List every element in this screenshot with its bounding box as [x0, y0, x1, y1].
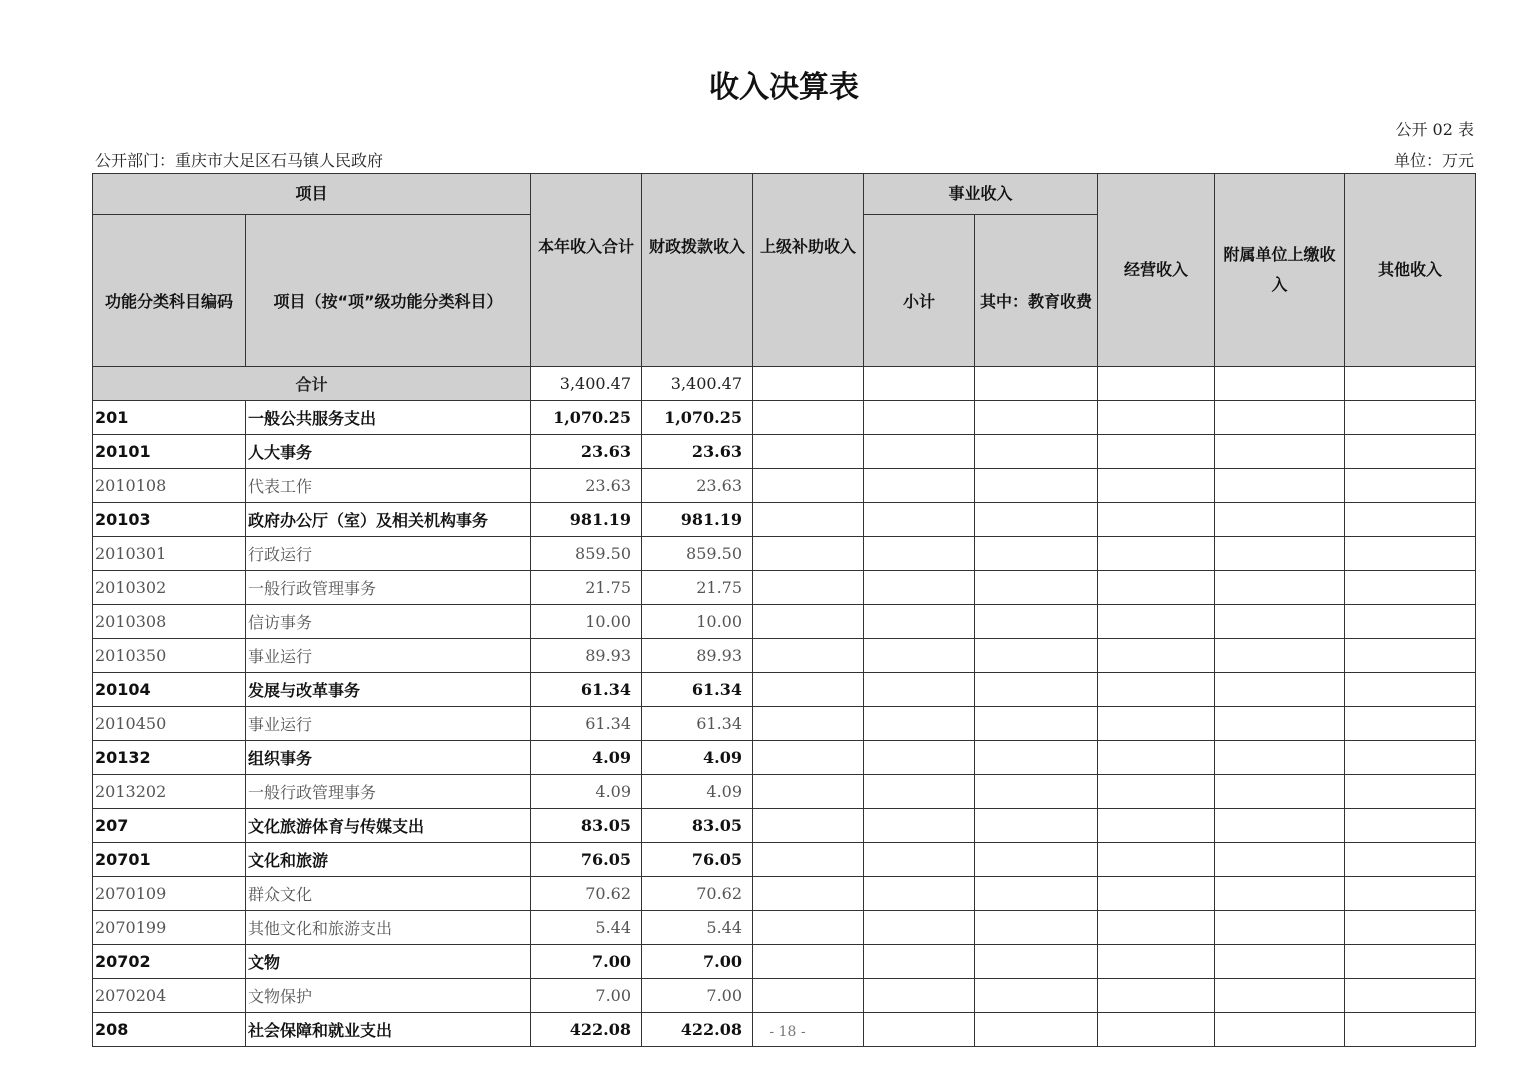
table-row [93, 571, 1476, 605]
header-operating: 经营收入 [1098, 174, 1215, 367]
empty-cell [753, 911, 864, 945]
table-row [93, 911, 1476, 945]
header-business: 事业收入 [864, 174, 1098, 215]
empty-cell [864, 843, 975, 877]
empty-cell [753, 707, 864, 741]
row-name: 事业运行 [246, 639, 531, 673]
row-code: 2070199 [93, 911, 246, 945]
empty-cell [1215, 435, 1345, 469]
row-total-income: 4.09 [531, 741, 642, 775]
table-row [93, 707, 1476, 741]
header-project: 项目 [93, 174, 531, 215]
row-total-income: 23.63 [531, 435, 642, 469]
empty-cell [753, 639, 864, 673]
row-fiscal: 23.63 [642, 435, 753, 469]
table-row [93, 775, 1476, 809]
empty-cell [753, 775, 864, 809]
empty-cell [753, 673, 864, 707]
form-number: 公开 02 表 [1395, 120, 1474, 139]
row-code: 2010302 [93, 571, 246, 605]
total-row [93, 367, 1476, 401]
row-total-income: 981.19 [531, 503, 642, 537]
row-name: 一般公共服务支出 [246, 401, 531, 435]
empty-cell [1215, 537, 1345, 571]
header-superior: 上级补助收入 [753, 174, 864, 367]
row-fiscal: 61.34 [642, 673, 753, 707]
empty-cell [864, 741, 975, 775]
empty-cell [1345, 435, 1476, 469]
row-code: 20103 [93, 503, 246, 537]
empty-cell [975, 707, 1098, 741]
row-fiscal: 61.34 [642, 707, 753, 741]
row-name: 组织事务 [246, 741, 531, 775]
empty-cell [975, 401, 1098, 435]
empty-cell [975, 503, 1098, 537]
row-name: 文化和旅游 [246, 843, 531, 877]
empty-cell [753, 877, 864, 911]
row-name: 发展与改革事务 [246, 673, 531, 707]
row-name: 一般行政管理事务 [246, 571, 531, 605]
empty-cell [1215, 741, 1345, 775]
row-total-income: 23.63 [531, 469, 642, 503]
table-row [93, 945, 1476, 979]
total-income-value: 3,400.47 [531, 367, 642, 401]
table-row [93, 877, 1476, 911]
empty-cell [1345, 775, 1476, 809]
row-code: 208 [93, 1013, 246, 1047]
header-subtotal: 小计 [864, 215, 975, 367]
row-name: 文物 [246, 945, 531, 979]
empty-cell [1098, 639, 1215, 673]
total-label: 合计 [93, 367, 531, 401]
row-total-income: 61.34 [531, 707, 642, 741]
row-code: 20132 [93, 741, 246, 775]
empty-cell [975, 469, 1098, 503]
row-total-income: 7.00 [531, 979, 642, 1013]
empty-cell [1215, 673, 1345, 707]
row-total-income: 83.05 [531, 809, 642, 843]
row-code: 2010450 [93, 707, 246, 741]
table-row [93, 537, 1476, 571]
empty-cell [753, 843, 864, 877]
empty-cell [1098, 401, 1215, 435]
empty-cell [1215, 979, 1345, 1013]
empty-cell [1098, 503, 1215, 537]
empty-cell [864, 571, 975, 605]
table-row [93, 843, 1476, 877]
row-name: 政府办公厅（室）及相关机构事务 [246, 503, 531, 537]
empty-cell [1098, 537, 1215, 571]
row-code: 2010350 [93, 639, 246, 673]
empty-cell [864, 911, 975, 945]
empty-cell [975, 809, 1098, 843]
empty-cell [864, 707, 975, 741]
empty-cell [1345, 401, 1476, 435]
empty-cell [1215, 911, 1345, 945]
empty-cell [1215, 843, 1345, 877]
empty-cell [864, 945, 975, 979]
empty-cell [864, 639, 975, 673]
header-fiscal: 财政拨款收入 [642, 174, 753, 367]
table-row [93, 401, 1476, 435]
header-affiliated: 附属单位上缴收入 [1215, 174, 1345, 367]
empty-cell [753, 979, 864, 1013]
empty-cell [753, 945, 864, 979]
row-fiscal: 89.93 [642, 639, 753, 673]
empty-cell [1215, 503, 1345, 537]
empty-cell [1345, 503, 1476, 537]
empty-cell [1345, 469, 1476, 503]
row-fiscal: 859.50 [642, 537, 753, 571]
page-number: - 18 - [769, 1024, 806, 1040]
row-fiscal: 5.44 [642, 911, 753, 945]
empty-cell [1345, 537, 1476, 571]
empty-cell [975, 605, 1098, 639]
table-row [93, 639, 1476, 673]
empty-cell [1215, 469, 1345, 503]
empty-cell [975, 877, 1098, 911]
row-fiscal: 70.62 [642, 877, 753, 911]
empty-cell [1098, 945, 1215, 979]
table-row [93, 435, 1476, 469]
empty-cell [1215, 809, 1345, 843]
row-total-income: 7.00 [531, 945, 642, 979]
empty-cell [1345, 945, 1476, 979]
row-code: 2070204 [93, 979, 246, 1013]
empty-cell [1215, 775, 1345, 809]
empty-cell [1098, 571, 1215, 605]
row-total-income: 10.00 [531, 605, 642, 639]
income-table [92, 173, 1476, 1047]
empty-cell [975, 537, 1098, 571]
row-fiscal: 4.09 [642, 741, 753, 775]
empty-cell [753, 401, 864, 435]
row-total-income: 21.75 [531, 571, 642, 605]
unit-label: 单位：万元 [1393, 151, 1474, 170]
empty-cell [864, 605, 975, 639]
row-code: 20104 [93, 673, 246, 707]
empty-cell [1345, 571, 1476, 605]
empty-cell [1098, 877, 1215, 911]
row-name: 行政运行 [246, 537, 531, 571]
row-fiscal: 422.08 [642, 1013, 753, 1047]
row-fiscal: 21.75 [642, 571, 753, 605]
row-total-income: 61.34 [531, 673, 642, 707]
row-fiscal: 981.19 [642, 503, 753, 537]
empty-cell [1098, 843, 1215, 877]
empty-cell [1345, 809, 1476, 843]
row-code: 207 [93, 809, 246, 843]
row-code: 20101 [93, 435, 246, 469]
empty-cell [753, 537, 864, 571]
header-code: 功能分类科目编码 [93, 215, 246, 367]
empty-cell [1215, 571, 1345, 605]
table-row [93, 741, 1476, 775]
empty-cell [1345, 741, 1476, 775]
empty-cell [975, 979, 1098, 1013]
empty-cell [1215, 639, 1345, 673]
row-name: 信访事务 [246, 605, 531, 639]
header-name: 项目（按“项”级功能分类科目） [246, 215, 531, 367]
empty-cell [1215, 945, 1345, 979]
empty-cell [864, 979, 975, 1013]
empty-cell [864, 469, 975, 503]
empty-cell [1345, 911, 1476, 945]
row-name: 群众文化 [246, 877, 531, 911]
row-total-income: 76.05 [531, 843, 642, 877]
row-total-income: 4.09 [531, 775, 642, 809]
empty-cell [753, 605, 864, 639]
row-total-income: 859.50 [531, 537, 642, 571]
empty-cell [864, 877, 975, 911]
empty-cell [1098, 469, 1215, 503]
row-total-income: 70.62 [531, 877, 642, 911]
empty-cell [1345, 707, 1476, 741]
row-name: 人大事务 [246, 435, 531, 469]
empty-cell [1215, 877, 1345, 911]
empty-cell [1345, 673, 1476, 707]
row-code: 2010308 [93, 605, 246, 639]
table-row [93, 605, 1476, 639]
row-total-income: 1,070.25 [531, 401, 642, 435]
empty-cell [975, 741, 1098, 775]
empty-cell [975, 945, 1098, 979]
row-name: 一般行政管理事务 [246, 775, 531, 809]
table-row [93, 469, 1476, 503]
row-name: 代表工作 [246, 469, 531, 503]
row-name: 其他文化和旅游支出 [246, 911, 531, 945]
table-row [93, 809, 1476, 843]
empty-cell [864, 775, 975, 809]
empty-cell [975, 571, 1098, 605]
empty-cell [1098, 435, 1215, 469]
row-total-income: 422.08 [531, 1013, 642, 1047]
table-row [93, 673, 1476, 707]
empty-cell [1345, 877, 1476, 911]
department-label: 公开部门：重庆市大足区石马镇人民政府 [95, 151, 384, 170]
empty-cell [864, 435, 975, 469]
row-code: 2070109 [93, 877, 246, 911]
row-fiscal: 7.00 [642, 945, 753, 979]
header-education: 其中：教育收费 [975, 215, 1098, 367]
empty-cell [1215, 605, 1345, 639]
empty-cell [975, 639, 1098, 673]
empty-cell [975, 843, 1098, 877]
row-code: 2010301 [93, 537, 246, 571]
row-total-income: 89.93 [531, 639, 642, 673]
empty-cell [1098, 979, 1215, 1013]
row-fiscal: 23.63 [642, 469, 753, 503]
page-title: 收入决算表 [709, 70, 859, 105]
row-fiscal: 1,070.25 [642, 401, 753, 435]
row-code: 20701 [93, 843, 246, 877]
row-fiscal: 4.09 [642, 775, 753, 809]
row-fiscal: 76.05 [642, 843, 753, 877]
empty-cell [753, 809, 864, 843]
row-fiscal: 83.05 [642, 809, 753, 843]
empty-cell [975, 673, 1098, 707]
empty-cell [864, 809, 975, 843]
empty-cell [864, 537, 975, 571]
row-name: 文化旅游体育与传媒支出 [246, 809, 531, 843]
empty-cell [1215, 401, 1345, 435]
empty-cell [1098, 673, 1215, 707]
empty-cell [1098, 741, 1215, 775]
row-code: 2010108 [93, 469, 246, 503]
empty-cell [753, 435, 864, 469]
row-code: 20702 [93, 945, 246, 979]
empty-cell [753, 741, 864, 775]
empty-cell [753, 503, 864, 537]
empty-cell [1345, 605, 1476, 639]
empty-cell [753, 571, 864, 605]
row-name: 事业运行 [246, 707, 531, 741]
empty-cell [975, 775, 1098, 809]
empty-cell [864, 673, 975, 707]
empty-cell [1098, 809, 1215, 843]
table-row [93, 503, 1476, 537]
empty-cell [1215, 707, 1345, 741]
empty-cell [1345, 843, 1476, 877]
row-name: 文物保护 [246, 979, 531, 1013]
total-fiscal-value: 3,400.47 [642, 367, 753, 401]
empty-cell [975, 435, 1098, 469]
empty-cell [753, 469, 864, 503]
row-code: 2013202 [93, 775, 246, 809]
row-name: 社会保障和就业支出 [246, 1013, 531, 1047]
table-row [93, 979, 1476, 1013]
empty-cell [1098, 605, 1215, 639]
empty-cell [864, 401, 975, 435]
empty-cell [1345, 639, 1476, 673]
empty-cell [1098, 775, 1215, 809]
empty-cell [864, 503, 975, 537]
empty-cell [1098, 707, 1215, 741]
row-total-income: 5.44 [531, 911, 642, 945]
empty-cell [1345, 979, 1476, 1013]
header-total-income: 本年收入合计 [531, 174, 642, 367]
empty-cell [975, 911, 1098, 945]
row-code: 201 [93, 401, 246, 435]
row-fiscal: 10.00 [642, 605, 753, 639]
row-fiscal: 7.00 [642, 979, 753, 1013]
empty-cell [1098, 911, 1215, 945]
header-other: 其他收入 [1345, 174, 1476, 367]
